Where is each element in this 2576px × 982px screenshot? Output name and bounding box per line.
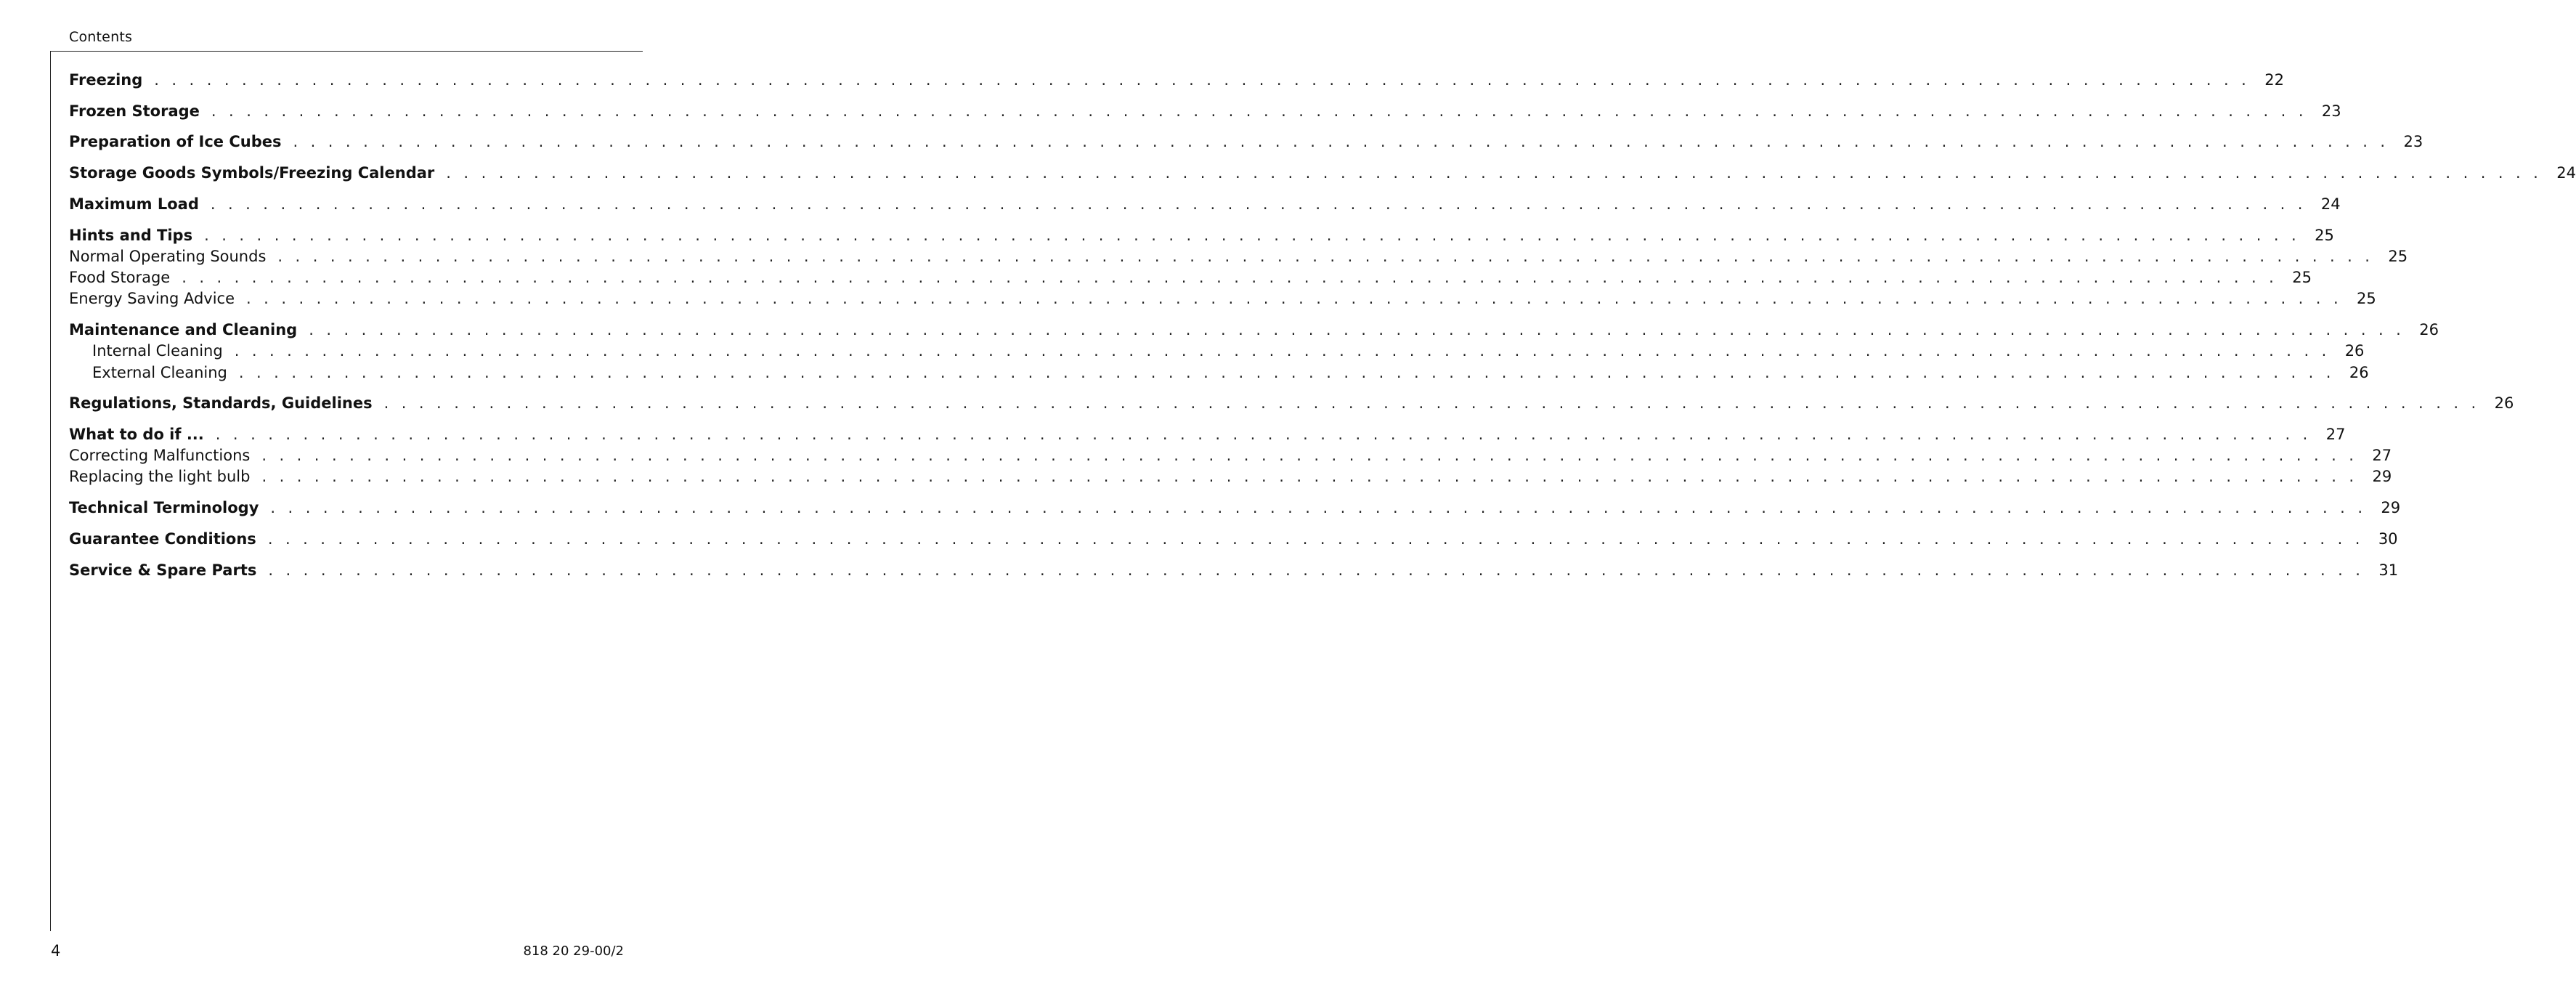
toc-entry-page: 26 [2349, 364, 2369, 381]
dot-leader: . . . . . . . . . . . . . . . . . . . . . . . . . . . . . . . . . . . . . . . . . . . . . . . . . . . . . . . . . . . . . . . . . . . . . . . . . . . . . . . . . . . . . . . . . . . . . . . . . . . . . . . . . . . . . . . . . . . . . . . . [210, 195, 2307, 213]
toc-entry-page: 25 [2292, 269, 2312, 286]
toc-entry [69, 101, 2341, 121]
toc-entry-page: 29 [2372, 468, 2392, 485]
toc-entry [69, 70, 2284, 90]
toc-entry [69, 445, 2392, 466]
toc-entry [69, 466, 2392, 487]
toc-entry-page: 24 [2556, 164, 2576, 182]
toc-entry-page: 25 [2357, 290, 2376, 307]
toc-entry-page: 25 [2315, 227, 2334, 244]
toc-entry [69, 288, 2376, 309]
toc-entry-title: What to do if ... [69, 426, 204, 443]
toc-entry-title: Hints and Tips [69, 227, 193, 244]
toc-entry-page: 26 [2494, 394, 2514, 412]
toc-entry-title: Food Storage [69, 269, 171, 286]
dot-leader: . . . . . . . . . . . . . . . . . . . . . . . . . . . . . . . . . . . . . . . . . . . . . . . . . . . . . . . . . . . . . . . . . . . . . . . . . . . . . . . . . . . . . . . . . . . . . . . . . . . . . . . . . . . . . . . . . . . . . . . . [238, 364, 2335, 381]
toc-entry [69, 424, 2346, 445]
toc-entry-page: 29 [2381, 499, 2401, 516]
toc-entry-page: 31 [2378, 561, 2399, 579]
dot-leader: . . . . . . . . . . . . . . . . . . . . . . . . . . . . . . . . . . . . . . . . . . . . . . . . . . . . . . . . . . . . . . . . . . . . . . . . . . . . . . . . . . . . . . . . . . . . . . . . . . . . . . . . . . . . . . . . . . . . . . . . [267, 530, 2364, 548]
toc-entry-title: Guarantee Conditions [69, 530, 256, 548]
toc-entry-page: 23 [2403, 133, 2423, 150]
dot-leader: . . . . . . . . . . . . . . . . . . . . . . . . . . . . . . . . . . . . . . . . . . . . . . . . . . . . . . . . . . . . . . . . . . . . . . . . . . . . . . . . . . . . . . . . . . . . . . . . . . . . . . . . . . . . . . . . . . . . . . . . [446, 164, 2543, 182]
toc-entry-page: 26 [2419, 321, 2439, 338]
toc-entry [69, 341, 2365, 361]
toc-entry-title: Correcting Malfunctions [69, 447, 251, 464]
toc-entry-title: Regulations, Standards, Guidelines [69, 394, 373, 412]
toc-entry-page: 24 [2320, 195, 2341, 213]
toc-entry-title: Replacing the light bulb [69, 468, 251, 485]
toc-entry [69, 194, 2341, 214]
toc-entry-title: Preparation of Ice Cubes [69, 133, 282, 150]
footer-page-number: 4 [51, 942, 61, 959]
toc-entry [69, 362, 2369, 383]
toc-entry-title: External Cleaning [92, 364, 227, 381]
dot-leader: . . . . . . . . . . . . . . . . . . . . . . . . . . . . . . . . . . . . . . . . . . . . . . . . . . . . . . . . . . . . . . . . . . . . . . . . . . . . . . . . . . . . . . . . . . . . . . . . . . . . . . . . . . . . . . . . . . . . . . . . [270, 499, 2367, 516]
dot-leader: . . . . . . . . . . . . . . . . . . . . . . . . . . . . . . . . . . . . . . . . . . . . . . . . . . . . . . . . . . . . . . . . . . . . . . . . . . . . . . . . . . . . . . . . . . . . . . . . . . . . . . . . . . . . . . . . . . . . . . . . [268, 561, 2365, 579]
dot-leader: . . . . . . . . . . . . . . . . . . . . . . . . . . . . . . . . . . . . . . . . . . . . . . . . . . . . . . . . . . . . . . . . . . . . . . . . . . . . . . . . . . . . . . . . . . . . . . . . . . . . . . . . . . . . . . . . . . . . . . . . [293, 133, 2389, 150]
toc-entry-title: Maximum Load [69, 195, 199, 213]
dot-leader: . . . . . . . . . . . . . . . . . . . . . . . . . . . . . . . . . . . . . . . . . . . . . . . . . . . . . . . . . . . . . . . . . . . . . . . . . . . . . . . . . . . . . . . . . . . . . . . . . . . . . . . . . . . . . . . . . . . . . . . . [261, 468, 2358, 485]
toc-entry [69, 320, 2439, 340]
toc-entry-page: 27 [2325, 426, 2346, 443]
dot-leader: . . . . . . . . . . . . . . . . . . . . . . . . . . . . . . . . . . . . . . . . . . . . . . . . . . . . . . . . . . . . . . . . . . . . . . . . . . . . . . . . . . . . . . . . . . . . . . . . . . . . . . . . . . . . . . . . . . . . . . . . [277, 248, 2374, 265]
toc-entry-page: 30 [2378, 530, 2398, 548]
toc-entry [69, 267, 2312, 288]
dot-leader: . . . . . . . . . . . . . . . . . . . . . . . . . . . . . . . . . . . . . . . . . . . . . . . . . . . . . . . . . . . . . . . . . . . . . . . . . . . . . . . . . . . . . . . . . . . . . . . . . . . . . . . . . . . . . . . . . . . . . . . . [211, 102, 2307, 120]
toc-entry [69, 529, 2398, 549]
dot-leader: . . . . . . . . . . . . . . . . . . . . . . . . . . . . . . . . . . . . . . . . . . . . . . . . . . . . . . . . . . . . . . . . . . . . . . . . . . . . . . . . . . . . . . . . . . . . . . . . . . . . . . . . . . . . . . . . . . . . . . . . [154, 71, 2251, 89]
toc-entry-title: Storage Goods Symbols/Freezing Calendar [69, 164, 435, 182]
toc-entry-title: Service & Spare Parts [69, 561, 257, 579]
dot-leader: . . . . . . . . . . . . . . . . . . . . . . . . . . . . . . . . . . . . . . . . . . . . . . . . . . . . . . . . . . . . . . . . . . . . . . . . . . . . . . . . . . . . . . . . . . . . . . . . . . . . . . . . . . . . . . . . . . . . . . . . [215, 426, 2312, 443]
toc-entry-title: Normal Operating Sounds [69, 248, 267, 265]
toc-entry-title: Internal Cleaning [92, 342, 223, 360]
toc-entry-title: Maintenance and Cleaning [69, 321, 298, 338]
toc-entry-title: Technical Terminology [69, 499, 259, 516]
dot-leader: . . . . . . . . . . . . . . . . . . . . . . . . . . . . . . . . . . . . . . . . . . . . . . . . . . . . . . . . . . . . . . . . . . . . . . . . . . . . . . . . . . . . . . . . . . . . . . . . . . . . . . . . . . . . . . . . . . . . . . . . [261, 447, 2358, 464]
toc-entry-page: 22 [2264, 71, 2284, 89]
header-rule [50, 51, 643, 52]
toc-entry [69, 225, 2334, 246]
page-header-label: Contents [69, 29, 133, 45]
toc-entry-title: Frozen Storage [69, 102, 200, 120]
dot-leader: . . . . . . . . . . . . . . . . . . . . . . . . . . . . . . . . . . . . . . . . . . . . . . . . . . . . . . . . . . . . . . . . . . . . . . . . . . . . . . . . . . . . . . . . . . . . . . . . . . . . . . . . . . . . . . . . . . . . . . . . [383, 394, 2480, 412]
dot-leader: . . . . . . . . . . . . . . . . . . . . . . . . . . . . . . . . . . . . . . . . . . . . . . . . . . . . . . . . . . . . . . . . . . . . . . . . . . . . . . . . . . . . . . . . . . . . . . . . . . . . . . . . . . . . . . . . . . . . . . . . [234, 342, 2331, 360]
toc-entry-page: 27 [2372, 447, 2392, 464]
toc-entry-page: 25 [2388, 248, 2408, 265]
toc-entry-page: 26 [2344, 342, 2365, 360]
toc-entry [69, 393, 2514, 413]
toc-entry [69, 163, 2576, 183]
toc-entry-page: 23 [2321, 102, 2341, 120]
margin-rule [50, 51, 51, 931]
toc-entry-title: Energy Saving Advice [69, 290, 235, 307]
footer-document-code: 818 20 29-00/2 [523, 944, 624, 959]
toc-entry [69, 498, 2401, 518]
toc-entry [69, 246, 2408, 267]
toc-entry-title: Freezing [69, 71, 143, 89]
dot-leader: . . . . . . . . . . . . . . . . . . . . . . . . . . . . . . . . . . . . . . . . . . . . . . . . . . . . . . . . . . . . . . . . . . . . . . . . . . . . . . . . . . . . . . . . . . . . . . . . . . . . . . . . . . . . . . . . . . . . . . . . [204, 227, 2301, 244]
toc-entry [69, 560, 2399, 580]
dot-leader: . . . . . . . . . . . . . . . . . . . . . . . . . . . . . . . . . . . . . . . . . . . . . . . . . . . . . . . . . . . . . . . . . . . . . . . . . . . . . . . . . . . . . . . . . . . . . . . . . . . . . . . . . . . . . . . . . . . . . . . . [182, 269, 2278, 286]
dot-leader: . . . . . . . . . . . . . . . . . . . . . . . . . . . . . . . . . . . . . . . . . . . . . . . . . . . . . . . . . . . . . . . . . . . . . . . . . . . . . . . . . . . . . . . . . . . . . . . . . . . . . . . . . . . . . . . . . . . . . . . . [309, 321, 2405, 338]
dot-leader: . . . . . . . . . . . . . . . . . . . . . . . . . . . . . . . . . . . . . . . . . . . . . . . . . . . . . . . . . . . . . . . . . . . . . . . . . . . . . . . . . . . . . . . . . . . . . . . . . . . . . . . . . . . . . . . . . . . . . . . . [246, 290, 2343, 307]
toc-entry [69, 131, 2423, 152]
